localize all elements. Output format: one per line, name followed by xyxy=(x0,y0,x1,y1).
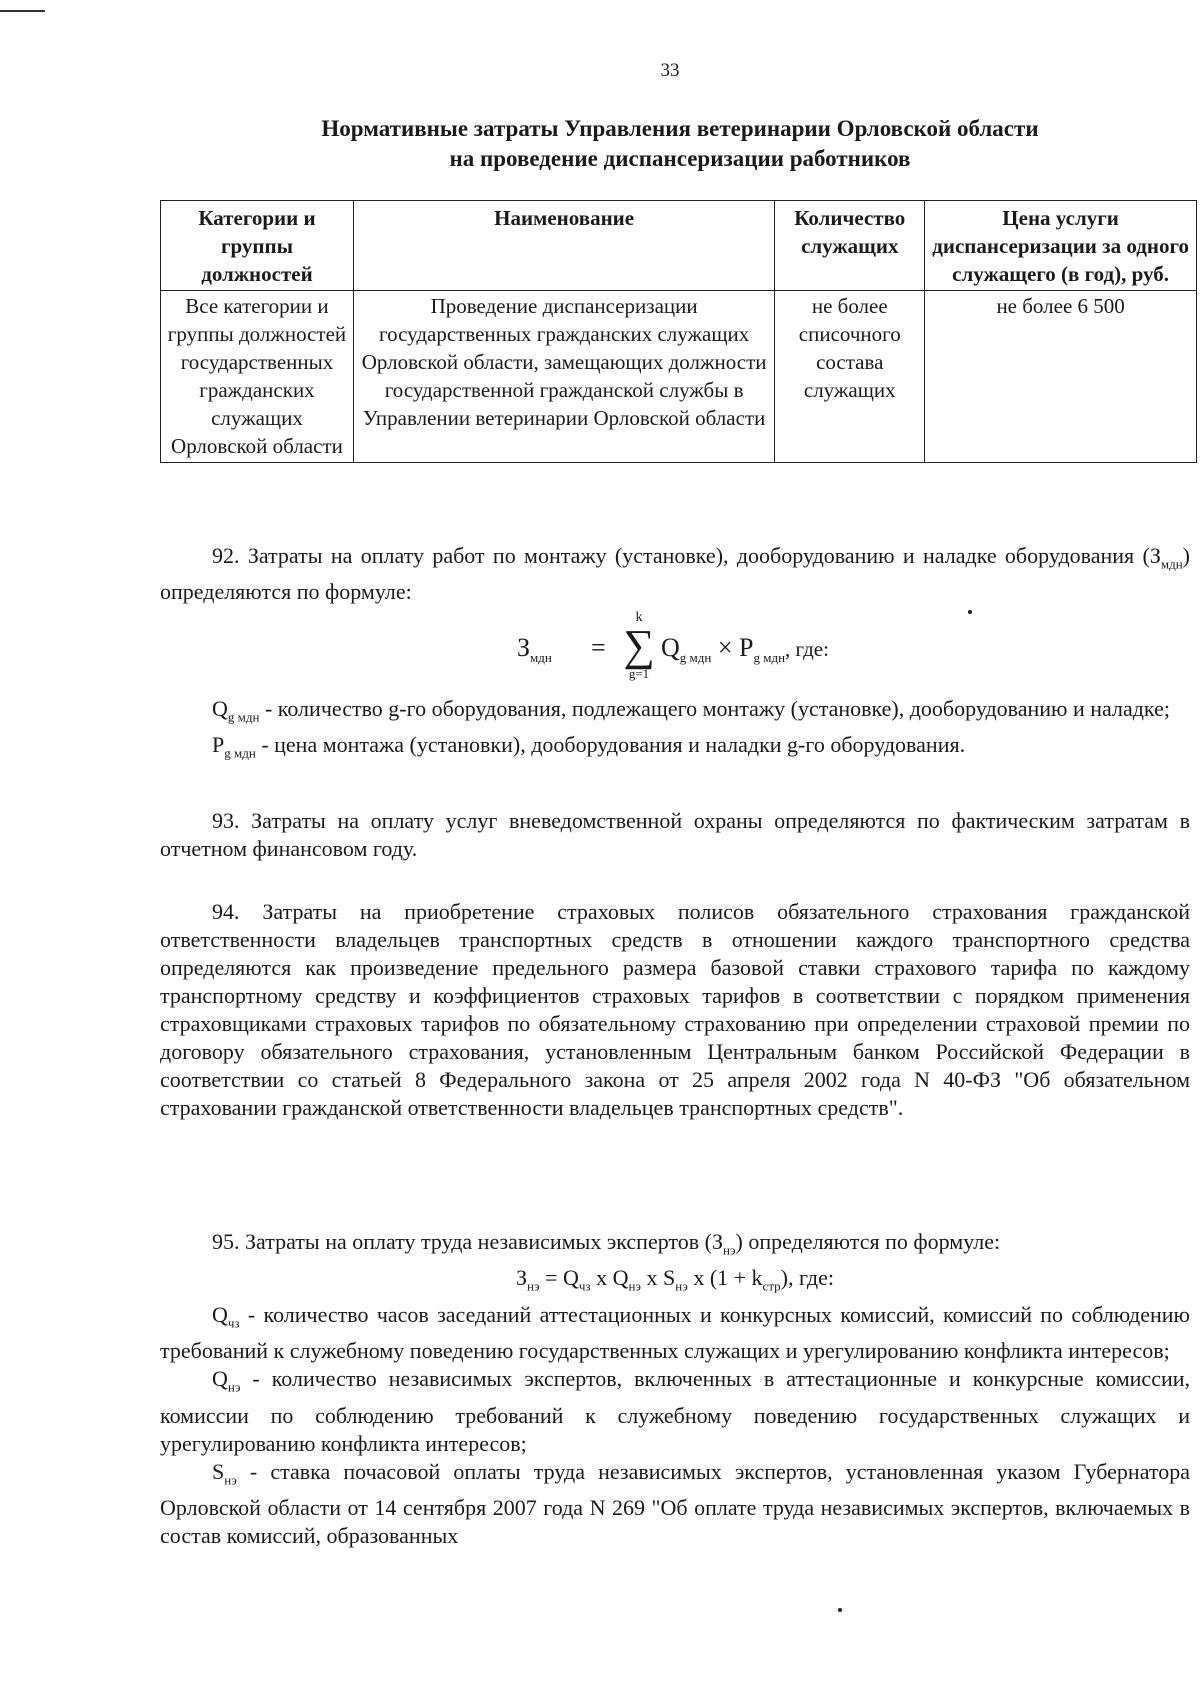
def-qne xyxy=(160,1365,1190,1457)
def-sne-text: - ставка почасовой оплаты труда независимых экспертов, установленная указом Губернатора Орловской области от 14 сентября 2007 года N 269 "Об оплате труда независимых экспертов, включаемых в состав комиссий, образованных xyxy=(160,1458,1190,1548)
f92-sum-top: k xyxy=(635,610,643,625)
title-line-2: на проведение диспансеризации работников xyxy=(449,146,911,171)
f95-s: S xyxy=(663,1265,676,1291)
def-qne-sub: нэ xyxy=(227,1379,241,1395)
cell-category: Все категории и группы должностей государственных гражданских служащих Орловской области xyxy=(161,291,354,463)
f95-q1-sub: чз xyxy=(578,1278,591,1294)
def-p92-sym: P xyxy=(212,732,225,758)
cell-quantity: не более списочного состава служащих xyxy=(775,291,925,463)
p94-text: 94. Затраты на приобретение страховых полисов обязательного страхования гражданской ответственности владельцев транспортных средств в отношении каждого транспортного средства определяются как произведение предельного размера базовой ставки страхового тарифа по каждому транспортному средству и коэффициентов страховых тарифов в соответствии с порядком применения страховщиками страховых тарифов по обязательному страхованию при определении страховой премии по договору обязательного страхования, установленным Центральным банком Российской Федерации в соответствии со статьей 8 Федерального закона от 25 апреля 2002 года N 40-ФЗ "Об обязательном страховании гражданской ответственности владельцев транспортных средств". xyxy=(160,899,1190,1120)
f92-p-sub: g мдн xyxy=(753,650,786,666)
def-qne-sym: Q xyxy=(212,1366,228,1392)
def-sne-sub: нэ xyxy=(224,1471,237,1487)
scan-speck xyxy=(838,1608,842,1612)
header-quantity: Количество служащих xyxy=(775,201,925,291)
paragraph-92 xyxy=(160,542,1190,606)
f95-z: З xyxy=(516,1265,528,1291)
paragraph-93 xyxy=(160,807,1190,863)
def-qchz-text: - количество часов заседаний аттестационных и конкурсных комиссий, комиссий по соблюдению требований к служебному поведению государственных служащих и урегулированию конфликта интересов; xyxy=(160,1301,1190,1364)
def-qne-text: - количество независимых экспертов, включенных в аттестационные и конкурсные комиссии, комиссии по соблюдению требований к служебному поведению государственных служащих и урегулированию конфликта интересов; xyxy=(160,1366,1190,1456)
p95-text-a: 95. Затраты на оплату труда независимых экспертов (З xyxy=(212,1229,723,1254)
f92-sum xyxy=(619,611,659,681)
def-p92 xyxy=(160,731,1190,767)
cell-name: Проведение диспансеризации государственных гражданских служащих Орловской области, замещающих должности государственной гражданской службы в Управлении ветеринарии Орловской области xyxy=(353,291,774,463)
paragraph-94 xyxy=(160,898,1190,1122)
def-p92-sub: g мдн xyxy=(224,745,256,761)
f95-z-sub: нэ xyxy=(527,1278,540,1294)
table-row xyxy=(161,291,1197,463)
p95-text-b: ) определяются по формуле: xyxy=(735,1229,1001,1254)
page-number: 33 xyxy=(660,60,680,81)
p92-sub: мдн xyxy=(1160,556,1183,572)
header-name: Наименование xyxy=(353,201,774,291)
f95-q2-sub: нэ xyxy=(628,1278,642,1294)
sigma-icon: ∑ xyxy=(623,621,655,670)
header-category: Категории и группы должностей xyxy=(161,201,354,291)
f92-q-sub: g мдн xyxy=(679,650,712,666)
paragraph-95 xyxy=(160,1228,1190,1550)
scan-corner-mark xyxy=(0,10,45,12)
header-price: Цена услуги диспансеризации за одного служащего (в год), руб. xyxy=(925,201,1197,291)
scan-speck xyxy=(968,610,972,614)
f95-x2: x xyxy=(641,1265,664,1291)
f92-p: P xyxy=(739,633,754,662)
def-q92-sub: g мдн xyxy=(227,709,260,725)
def-q92-sym: Q xyxy=(212,696,228,721)
f95-x3: x (1 + k xyxy=(687,1265,763,1291)
f92-eq: = xyxy=(591,633,606,662)
page-title xyxy=(230,114,1130,174)
f95-q2: Q xyxy=(612,1265,629,1291)
p93-text: 93. Затраты на оплату услуг вневедомственной охраны определяются по фактическим затратам в отчетном финансовом году. xyxy=(160,808,1190,861)
p92-text-a: 92. Затраты на оплату работ по монтажу (установке), дооборудованию и наладке оборудования (З xyxy=(212,543,1161,568)
def-sne-sym: S xyxy=(212,1458,225,1484)
f95-k-sub: стр xyxy=(762,1278,781,1294)
def-q92 xyxy=(160,695,1190,731)
f92-lhs-sub: мдн xyxy=(530,650,552,666)
table-header-row xyxy=(161,201,1197,291)
f95-tail: ), где: xyxy=(780,1265,834,1291)
f95-s-sub: нэ xyxy=(675,1278,688,1294)
f95-x1: x xyxy=(590,1265,613,1291)
definitions-92 xyxy=(160,695,1190,768)
def-sne xyxy=(160,1458,1190,1550)
p92-text-b: ) определяются по формуле: xyxy=(160,543,1190,605)
def-qchz xyxy=(160,1301,1190,1365)
f95-q1: Q xyxy=(563,1265,579,1291)
cell-price: не более 6 500 xyxy=(925,291,1197,463)
p95-sub: нэ xyxy=(722,1242,736,1258)
f92-q: Q xyxy=(661,633,680,662)
f92-lhs: З xyxy=(517,633,531,662)
title-line-1: Нормативные затраты Управления ветеринарии Орловской области xyxy=(321,116,1039,141)
f92-times: × xyxy=(717,633,733,662)
f92-sum-bottom: g=1 xyxy=(628,666,650,681)
formula-95 xyxy=(160,1264,1190,1300)
f95-eq: = xyxy=(539,1265,563,1291)
norm-costs-table xyxy=(160,200,1197,463)
formula-92 xyxy=(517,603,937,685)
def-qchz-sym: Q xyxy=(212,1301,228,1327)
f92-tail: , где: xyxy=(785,637,829,661)
def-qchz-sub: чз xyxy=(227,1315,240,1331)
def-q92-text: - количество g-го оборудования, подлежащего монтажу (установке), дооборудованию и наладке; xyxy=(259,696,1170,721)
def-p92-text: - цена монтажа (установки), дооборудования и наладки g-го оборудования. xyxy=(255,732,966,758)
